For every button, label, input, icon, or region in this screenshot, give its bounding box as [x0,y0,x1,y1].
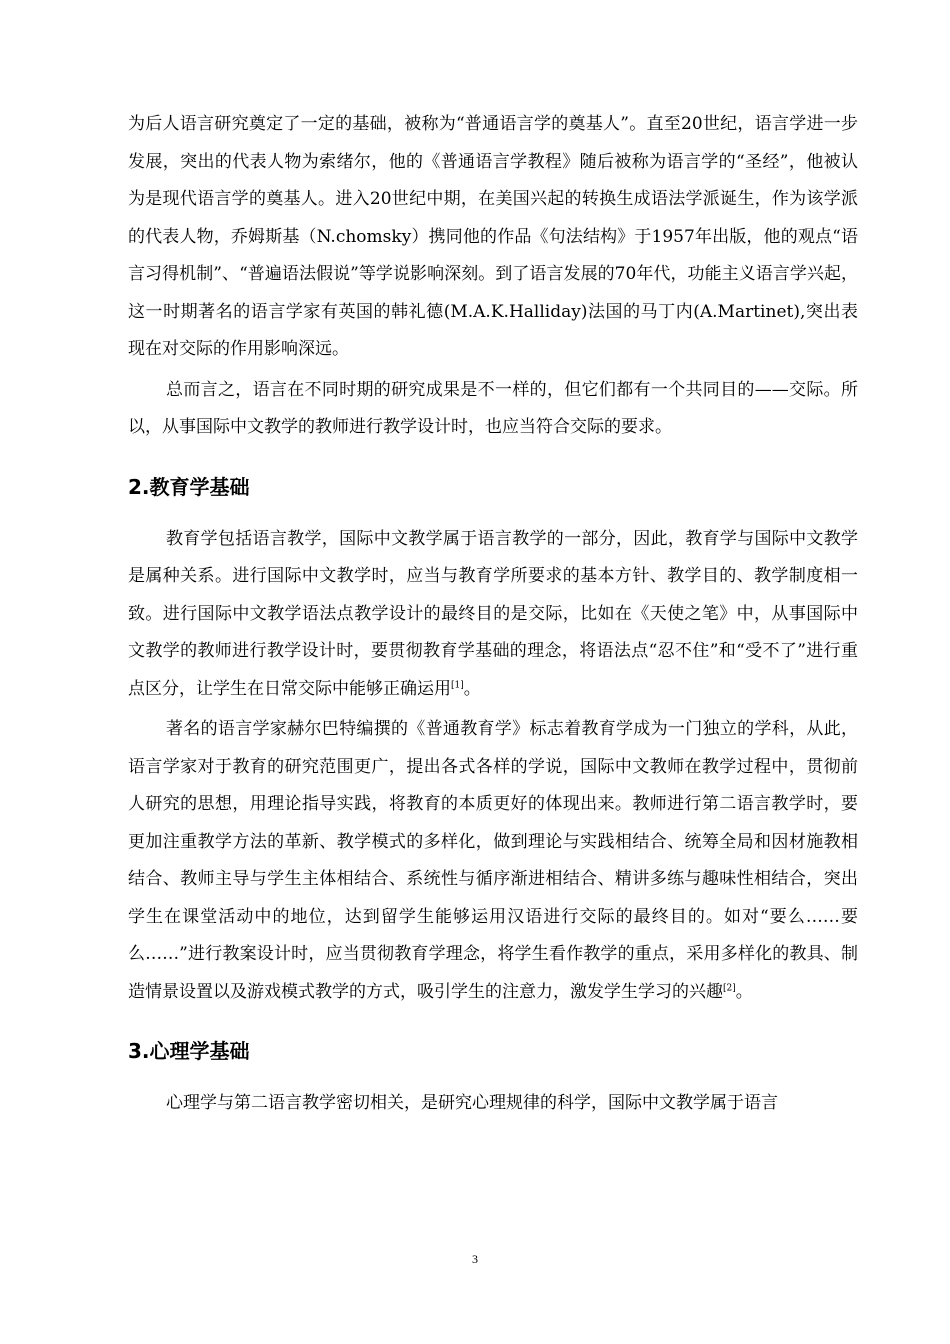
paragraph-summary: 总而言之，语言在不同时期的研究成果是不一样的，但它们都有一个共同目的——交际。所以，从事国际中文教学的教师进行教学设计时，也应当符合交际的要求。 [128,379,858,437]
page-content [128,106,858,1123]
paragraph-psychology: 心理学与第二语言教学密切相关，是研究心理规律的科学，国际中文教学属于语言 [166,1093,778,1113]
paragraph-linguistics-history: 为后人语言研究奠定了一定的基础，被称为“普通语言学的奠基人”。直至20世纪，语言学进一步发展，突出的代表人物为索绪尔，他的《普通语言学教程》随后被称为语言学的“圣经”，他被认为是现代语言学的奠基人。进入20世纪中期，在美国兴起的转换生成语法学派诞生，作为该学派的代表人物，乔姆斯基（N.chomsky）携同他的作品《句法结构》于1957年出版，他的观点“语言习得机制”、“普遍语法假说”等学说影响深刻。到了语言发展的70年代，功能主义语言学兴起，这一时期著名的语言学家有英国的韩礼德(M.A.K.Halliday)法国的马丁内(A.Martinet),突出表现在对交际的作用影响深远。 [128,114,858,359]
paragraph-end: 。 [735,981,753,1002]
paragraph-pedagogy-relation [128,521,858,709]
section-heading-psychology: 3.心理学基础 [128,1039,250,1063]
page-number: 3 [472,1252,478,1266]
paragraph-end: 。 [463,678,481,699]
paragraph-text: 教育学包括语言教学，国际中文教学属于语言教学的一部分，因此，教育学与国际中文教学是属种关系。进行国际中文教学时，应当与教育学所要求的基本方针、教学目的、教学制度相一致。进行国际中文教学语法点教学设计的最终目的是交际，比如在《天使之笔》中，从事国际中文教学的教师进行教学设计时，要贯彻教育学基础的理念，将语法点“忍不住”和“受不了”进行重点区分，让学生在日常交际中能够正确运用 [128,528,858,699]
section-heading-pedagogy: 2.教育学基础 [128,474,250,499]
citation-ref-2: [2] [723,982,736,993]
paragraph-text: 著名的语言学家赫尔巴特编撰的《普通教育学》标志着教育学成为一门独立的学科，从此，语言学家对于教育的研究范围更广，提出各式各样的学说，国际中文教师在教学过程中，贯彻前人研究的思想，用理论指导实践，将教育的本质更好的体现出来。教师进行第二语言教学时，要更加注重教学方法的革新、教学模式的多样化，做到理论与实践相结合、统筹全局和因材施教相结合、教师主导与学生主体相结合、系统性与循序渐进相结合、精讲多练与趣味性相结合，突出学生在课堂活动中的地位，达到留学生能够运用汉语进行交际的最终目的。如对“要么……要么……”进行教案设计时，应当贯彻教育学理念，将学生看作教学的重点，采用多样化的教具、制造情景设置以及游戏模式教学的方式，吸引学生的注意力，激发学生学习的兴趣 [128,719,858,1002]
citation-ref-1: [1] [451,679,464,690]
paragraph-herbart [128,711,858,1011]
